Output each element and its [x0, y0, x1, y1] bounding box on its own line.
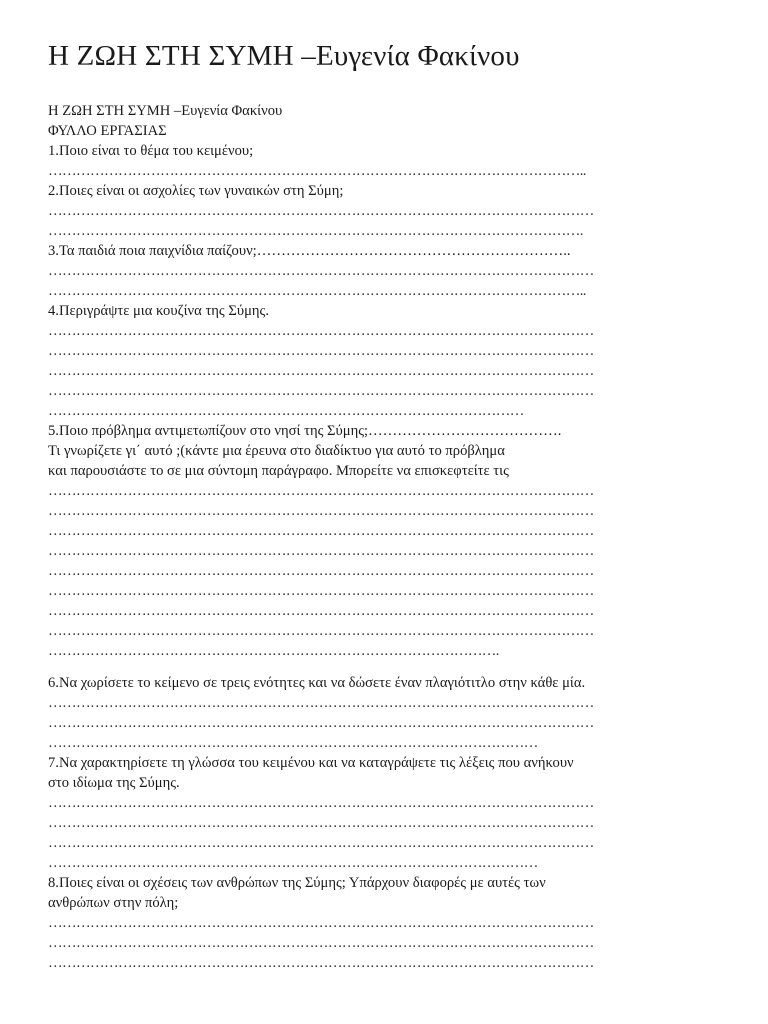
- question-text: και παρουσιάστε το σε μια σύντομη παράγραφο. Μπορείτε να επισκεφτείτε τις: [48, 463, 509, 479]
- question-text: 8.Ποιες είναι οι σχέσεις των ανθρώπων της Σύμης; Υπάρχουν διαφορές με αυτές των: [48, 875, 546, 891]
- answer-line[interactable]: ………………………………………………………………………………………………………: [48, 263, 594, 279]
- answer-line[interactable]: ………………………………………………………………………………………………………: [48, 935, 594, 951]
- worksheet-subtitle: Η ΖΩΗ ΣΤΗ ΣΥΜΗ –Ευγενία Φακίνου: [48, 103, 283, 119]
- question-text: στο ιδίωμα της Σύμης.: [48, 775, 180, 791]
- answer-line[interactable]: ………………………………………………………………………………………………………: [48, 503, 594, 519]
- question-block: [48, 421, 720, 661]
- question-text: 5.Ποιο πρόβλημα αντιμετωπίζουν στο νησί της Σύμης;………………………………….: [48, 423, 562, 439]
- question-block: [48, 301, 720, 421]
- answer-line[interactable]: ………………………………………………………………………………………………………: [48, 603, 594, 619]
- answer-line[interactable]: ………………………………………………………………………………………………………: [48, 695, 594, 711]
- question-list: [48, 141, 720, 973]
- question-text: 7.Να χαρακτηρίσετε τη γλώσσα του κειμένου και να καταγράψετε τις λέξεις που ανήκουν: [48, 755, 574, 771]
- question-text: Τι γνωρίζετε γι΄ αυτό ;(κάντε μια έρευνα στο διαδίκτυο για αυτό το πρόβλημα: [48, 443, 505, 459]
- worksheet-body: [48, 101, 720, 973]
- question-text: 3.Τα παιδιά ποια παιχνίδια παίζουν;………………………………………………………..: [48, 243, 571, 259]
- answer-line[interactable]: ………………………………………………………………………………………………………: [48, 623, 594, 639]
- answer-line[interactable]: ……………………………………………………………………………………………: [48, 735, 538, 751]
- answer-line[interactable]: ………………………………………………………………………………………………………: [48, 343, 594, 359]
- answer-line[interactable]: ……………………………………………………………………………………………………..: [48, 283, 586, 299]
- question-text: 1.Ποιο είναι το θέμα του κειμένου;: [48, 143, 254, 159]
- answer-line[interactable]: ………………………………………………………………………………………………………: [48, 835, 594, 851]
- document-title: Η ΖΩΗ ΣΤΗ ΣΥΜΗ –Ευγενία Φακίνου: [48, 40, 520, 72]
- answer-line[interactable]: ………………………………………………………………………………………………………: [48, 915, 594, 931]
- answer-line[interactable]: ………………………………………………………………………………………………………: [48, 563, 594, 579]
- answer-line[interactable]: ………………………………………………………………………………………………………: [48, 483, 594, 499]
- answer-line[interactable]: ………………………………………………………………………………………………………: [48, 543, 594, 559]
- answer-line[interactable]: …………………………………………………………………………………….: [48, 643, 499, 659]
- worksheet-label: ΦΥΛΛΟ ΕΡΓΑΣΙΑΣ: [48, 123, 167, 139]
- answer-line[interactable]: ………………………………………………………………………………………………………: [48, 955, 594, 971]
- question-block: [48, 661, 720, 753]
- answer-line[interactable]: …………………………………………………………………………………………………….: [48, 223, 583, 239]
- answer-line[interactable]: ………………………………………………………………………………………………………: [48, 523, 594, 539]
- answer-line[interactable]: ……………………………………………………………………………………………………..: [48, 163, 586, 179]
- answer-line[interactable]: ………………………………………………………………………………………………………: [48, 323, 594, 339]
- answer-line[interactable]: ………………………………………………………………………………………………………: [48, 795, 594, 811]
- question-text: ανθρώπων στην πόλη;: [48, 895, 179, 911]
- question-block: [48, 873, 720, 973]
- answer-line[interactable]: ………………………………………………………………………………………………………: [48, 383, 594, 399]
- section-gap: [48, 661, 720, 673]
- answer-line[interactable]: ………………………………………………………………………………………………………: [48, 363, 594, 379]
- question-block: [48, 141, 720, 181]
- question-text: 6.Να χωρίσετε το κείμενο σε τρεις ενότητες και να δώσετε έναν πλαγιότιτλο στην κάθε μία.: [48, 675, 586, 691]
- question-block: [48, 181, 720, 241]
- question-block: [48, 241, 720, 301]
- answer-line[interactable]: ………………………………………………………………………………………………………: [48, 715, 594, 731]
- question-block: [48, 753, 720, 873]
- question-text: 4.Περιγράψτε μια κουζίνα της Σύμης.: [48, 303, 269, 319]
- answer-line[interactable]: ………………………………………………………………………………………………………: [48, 203, 594, 219]
- answer-line[interactable]: ………………………………………………………………………………………………………: [48, 583, 594, 599]
- answer-line[interactable]: ……………………………………………………………………………………………: [48, 855, 538, 871]
- answer-line[interactable]: …………………………………………………………………………………………: [48, 403, 524, 419]
- question-text: 2.Ποιες είναι οι ασχολίες των γυναικών στη Σύμη;: [48, 183, 344, 199]
- answer-line[interactable]: ………………………………………………………………………………………………………: [48, 815, 594, 831]
